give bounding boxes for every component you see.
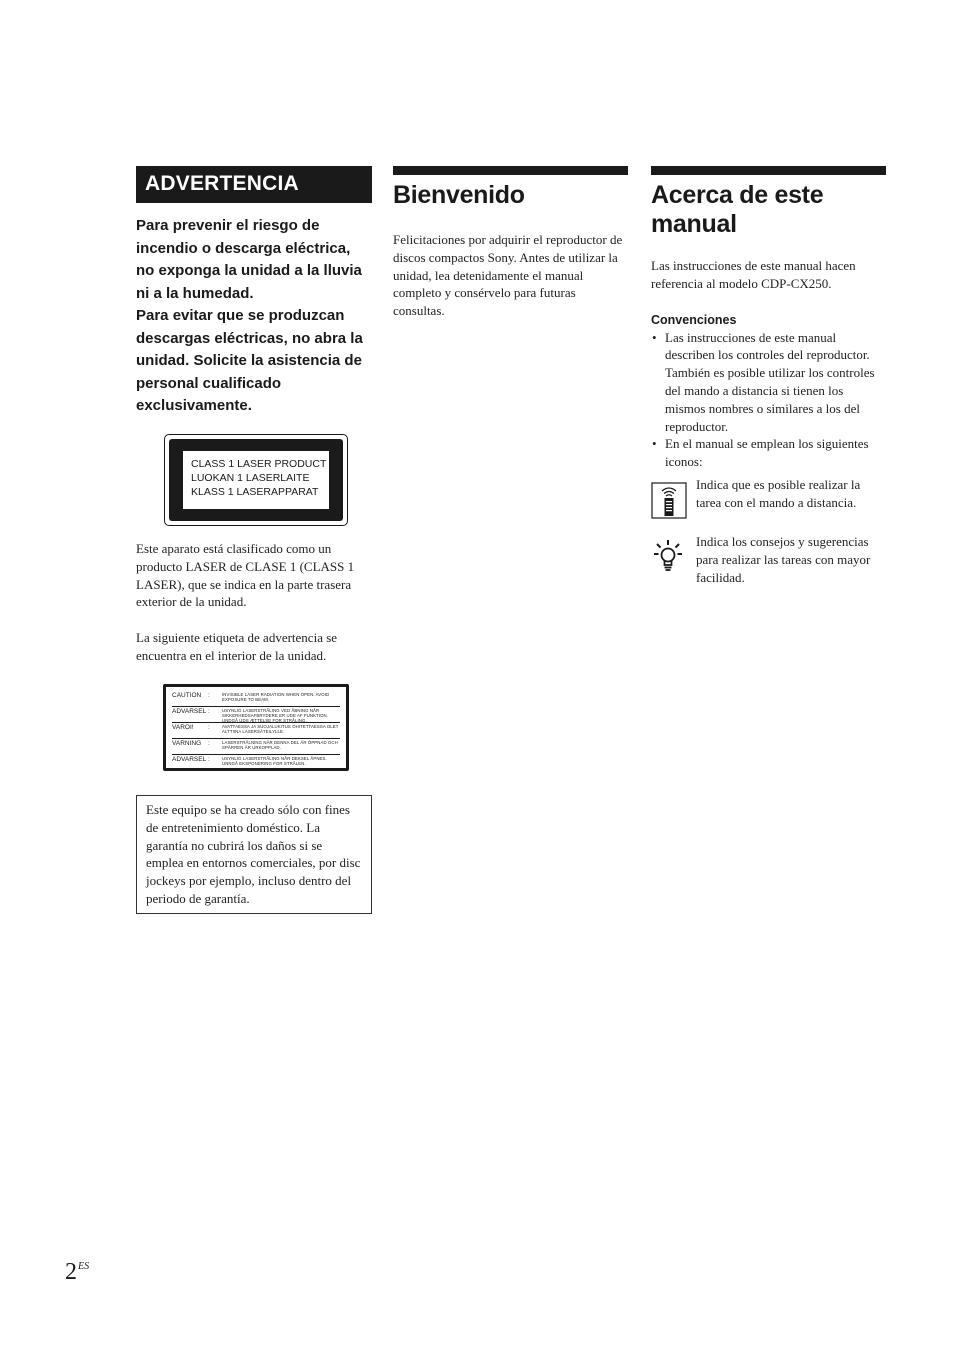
laser-label-line: LUOKAN 1 LASERLAITE [191,472,310,484]
acerca-column [651,166,886,586]
remote-control-icon [651,481,689,524]
bienvenido-column [393,166,628,320]
caution-row: VAROI! : AVATTAESSA JA SUOJALUKITUS OHITETTAESSA OLET ALTTIINA LASERSÄTEILYLLE. [172,723,340,739]
warning-fire: Para prevenir el riesgo de incendio o descarga eléctrica, no exponga la unidad a la lluvia ni a la humedad. [136,217,362,302]
remote-icon-description: Indica que es posible realizar la tarea con el mando a distancia. [696,476,861,510]
laser-label-line: KLASS 1 LASERAPPARAT [191,486,319,498]
caution-row: ADVARSEL : USYNLIG LASERSTRÅLING NÅR DEKSEL ÅPNES. UNNGÅ EKSPONERING FOR STRÅLEN. [172,756,327,766]
page-language-suffix: ES [78,1261,90,1272]
section-rule [393,166,628,175]
bienvenido-heading: Bienvenido [393,181,525,209]
lightbulb-tip-icon [651,538,689,579]
tip-icon-row [651,533,886,586]
conventions-heading: Convenciones [651,312,737,327]
acerca-paragraph: Las instrucciones de este manual hacen referencia al modelo CDP-CX250. [651,258,856,291]
conventions-list [651,329,886,471]
caution-label [163,684,349,771]
section-rule [651,166,886,175]
caution-row: VARNING : LASERSTRÅLNING NÄR DENNA DEL ÄR ÖPPNAD OCH SPÄRREN ÄR URKOPPLAD. [172,739,340,755]
list-item: • Las instrucciones de este manual describen los controles del reproductor. También es posible utilizar los controles del mando a distancia si tienen los mismos nombres o similares a los del reproductor. [652,329,875,434]
home-use-notice-box: Este equipo se ha creado sólo con fines de entretenimiento doméstico. La garantía no cubrirá los daños si se emplea en entornos comerciales, por disc jockeys por ejemplo, incluso dentro del periodo de garantía. [136,795,372,914]
warning-shock: Para evitar que se produzcan descargas eléctricas, no abra la unidad. Solicite la asistencia de personal cualificado exclusivamente. [136,307,363,414]
advertencia-column [136,166,372,906]
caution-row: CAUTION : INVISIBLE LASER RADIATION WHEN OPEN. AVOID EXPOSURE TO BEAM. [172,691,340,707]
laser-label-line: CLASS 1 LASER PRODUCT [191,458,327,470]
advertencia-heading: ADVERTENCIA [136,166,372,203]
list-item: • En el manual se emplean los siguientes iconos: [652,436,869,470]
remote-icon-row [651,476,886,524]
class1-paragraph: Este aparato está clasificado como un producto LASER de CLASE 1 (CLASS 1 LASER), que se indica en la parte trasera exterior de la unidad. [136,541,355,610]
advertencia-warning [136,215,372,418]
bienvenido-paragraph: Felicitaciones por adquirir el reproductor de discos compactos Sony. Antes de utilizar la unidad, lea detenidamente el manual completo y consérvelo para futuras consultas. [393,232,623,319]
acerca-heading: Acerca de este manual [651,181,824,238]
tip-icon-description: Indica los consejos y sugerencias para realizar las tareas con mayor facilidad. [696,533,871,585]
class1-laser-label [164,434,348,526]
page-number: $2^{ES}$ [65,1259,90,1285]
caution-row: ADVARSEL : USYNLIG LASERSTRÅLING VED ÅBNING NÅR SIKKERHEDSAFBRYDERE ER UDE AF FUNKTION. UNDGÅ UDS ÆTTELSE FOR STRÅLING. [172,707,340,723]
label-paragraph: La siguiente etiqueta de advertencia se encuentra en el interior de la unidad. [136,630,338,663]
